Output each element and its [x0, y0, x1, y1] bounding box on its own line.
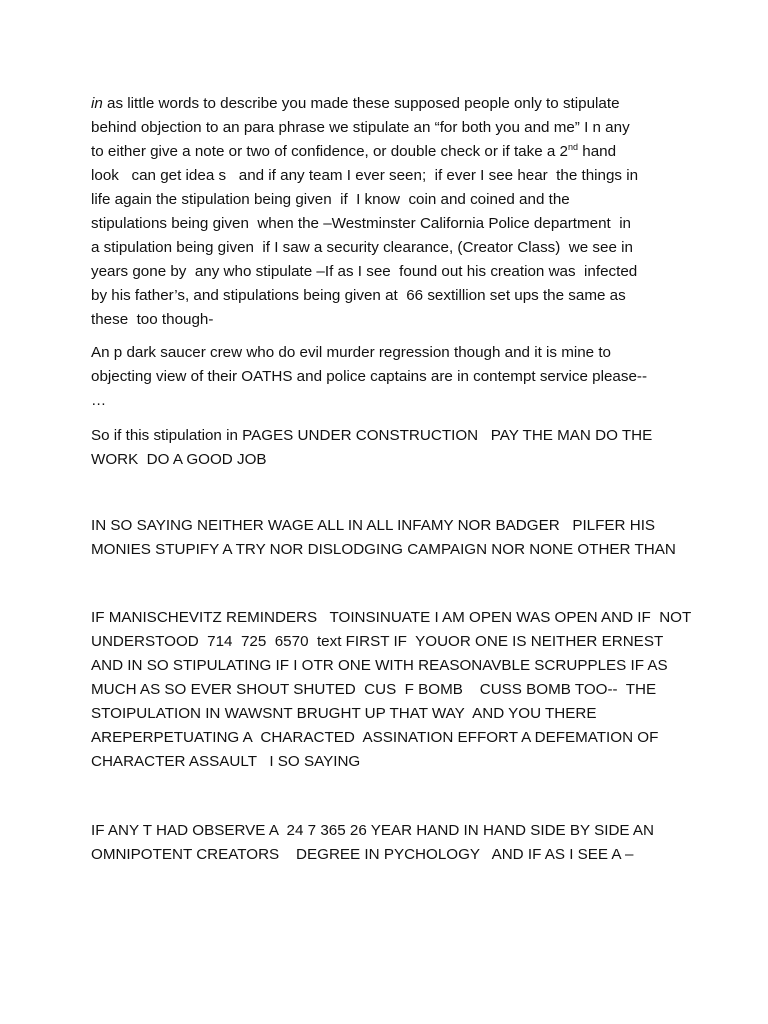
- text-line: MUCH AS SO EVER SHOUT SHUTED CUS F BOMB CUSS BOMB TOO-- THE: [91, 681, 657, 698]
- text-line: WORK DO A GOOD JOB: [91, 451, 267, 468]
- line-text: hand: [578, 143, 617, 160]
- paragraph-5: [91, 606, 691, 774]
- text-line: …: [91, 392, 107, 409]
- text-line: IN SO SAYING NEITHER WAGE ALL IN ALL INFAMY NOR BADGER PILFER HIS: [91, 517, 656, 534]
- paragraph-6: [91, 819, 691, 867]
- text-line: So if this stipulation in PAGES UNDER CONSTRUCTION PAY THE MAN DO THE: [91, 427, 653, 444]
- ordinal-superscript: nd: [568, 142, 579, 152]
- text-line: behind objection to an para phrase we stipulate an “for both you and me” I n any: [91, 119, 630, 136]
- text-line: [91, 92, 691, 116]
- text-line: objecting view of their OATHS and police captains are in contempt service please--: [91, 368, 648, 385]
- text-line: IF MANISCHEVITZ REMINDERS TOINSINUATE I AM OPEN WAS OPEN AND IF NOT: [91, 609, 692, 626]
- text-line: life again the stipulation being given if I know coin and coined and the: [91, 191, 570, 208]
- text-line: a stipulation being given if I saw a security clearance, (Creator Class) we see in: [91, 239, 633, 256]
- text-line: look can get idea s and if any team I ever seen; if ever I see hear the things in: [91, 167, 639, 184]
- text-line: IF ANY T HAD OBSERVE A 24 7 365 26 YEAR HAND IN HAND SIDE BY SIDE AN: [91, 822, 655, 839]
- paragraph-2: [91, 341, 691, 413]
- text-line: OMNIPOTENT CREATORS DEGREE IN PYCHOLOGY AND IF AS I SEE A –: [91, 846, 634, 863]
- text-line: years gone by any who stipulate –If as I see found out his creation was infected: [91, 263, 638, 280]
- text-line: An p dark saucer crew who do evil murder regression though and it is mine to: [91, 344, 612, 361]
- text-line: AREPERPETUATING A CHARACTED ASSINATION EFFORT A DEFEMATION OF: [91, 729, 659, 746]
- text-line: CHARACTER ASSAULT I SO SAYING: [91, 753, 361, 770]
- paragraph-3: [91, 424, 691, 472]
- lead-word: in: [91, 95, 103, 112]
- text-line: these too though-: [91, 311, 214, 328]
- text-line: AND IN SO STIPULATING IF I OTR ONE WITH REASONAVBLE SCRUPPLES IF AS: [91, 657, 668, 674]
- text-line: MONIES STUPIFY A TRY NOR DISLODGING CAMPAIGN NOR NONE OTHER THAN: [91, 541, 676, 558]
- text-line: STOIPULATION IN WAWSNT BRUGHT UP THAT WAY AND YOU THERE: [91, 705, 597, 722]
- line-text: as little words to describe you made these supposed people only to stipulate: [102, 95, 620, 112]
- paragraph-4: [91, 514, 691, 562]
- line-text: to either give a note or two of confidence, or double check or if take a 2: [91, 143, 569, 160]
- text-line: by his father’s, and stipulations being given at 66 sextillion set ups the same as: [91, 287, 626, 304]
- text-line: [91, 140, 691, 164]
- text-line: UNDERSTOOD 714 725 6570 text FIRST IF YOUOR ONE IS NEITHER ERNEST: [91, 633, 664, 650]
- paragraph-1: [91, 92, 691, 332]
- text-line: stipulations being given when the –Westminster California Police department in: [91, 215, 632, 232]
